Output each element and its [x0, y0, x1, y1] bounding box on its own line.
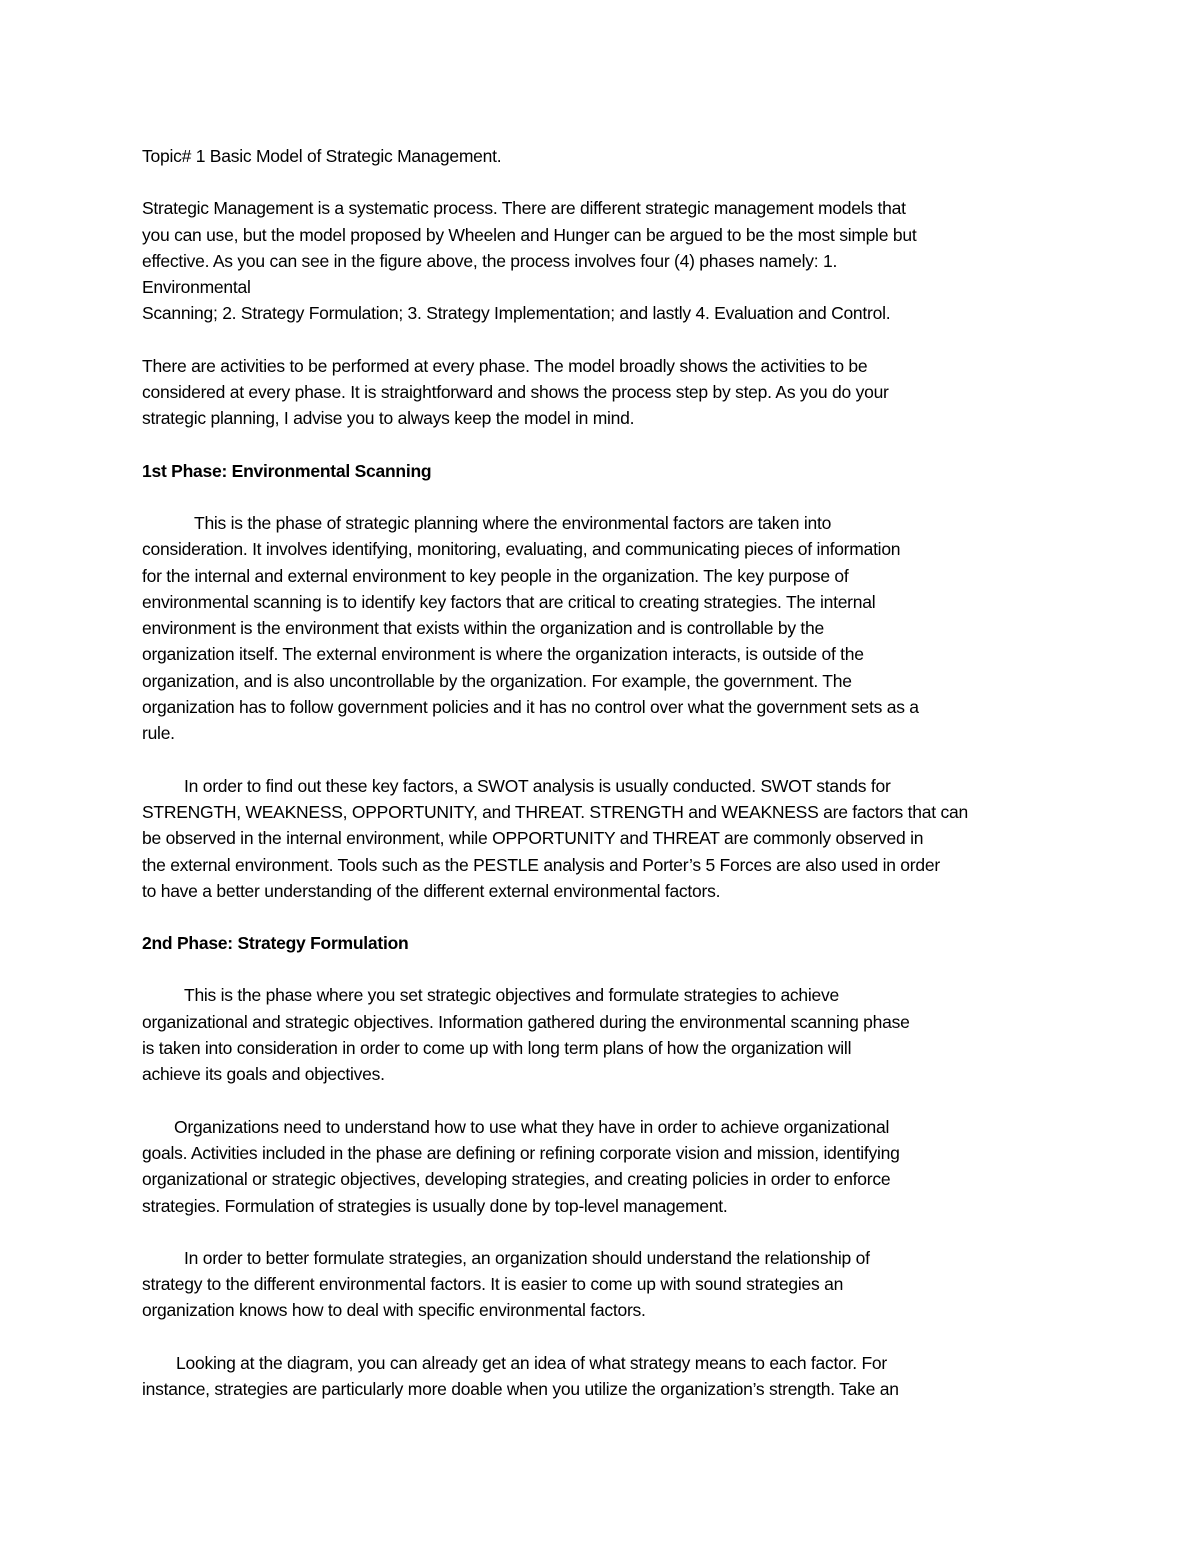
phase1-p2-line: In order to find out these key factors, a SWOT analysis is usually conducted. SWOT stands for	[184, 775, 891, 796]
phase1-p1-line: environmental scanning is to identify key factors that are critical to creating strategies. The internal	[142, 591, 876, 612]
phase2-p1-line: This is the phase where you set strategic objectives and formulate strategies to achieve	[184, 985, 840, 1006]
phase2-p2-line: organizational or strategic objectives, developing strategies, and creating policies in order to enforce	[142, 1169, 891, 1190]
activities-line: There are activities to be performed at every phase. The model broadly shows the activities to be	[142, 355, 868, 376]
phase2-p4-line: instance, strategies are particularly more doable when you utilize the organization’s strength. Take an	[142, 1378, 899, 1399]
phase1-p1-line: organization has to follow government policies and it has no control over what the government sets as a	[142, 697, 919, 718]
phase2-heading: 2nd Phase: Strategy Formulation	[142, 933, 409, 954]
phase2-paragraph-1	[142, 982, 1060, 1087]
phase1-p2-line: the external environment. Tools such as the PESTLE analysis and Porter’s 5 Forces are also used in order	[142, 854, 940, 875]
intro-line: Scanning; 2. Strategy Formulation; 3. Strategy Implementation; and lastly 4. Evaluation and Control.	[142, 303, 891, 324]
phase1-p2-line: STRENGTH, WEAKNESS, OPPORTUNITY, and THREAT. STRENGTH and WEAKNESS are factors that can	[142, 801, 968, 822]
phase2-p1-line: organizational and strategic objectives. Information gathered during the environmental scanning phase	[142, 1011, 910, 1032]
phase1-paragraph-2	[142, 773, 1060, 904]
phase2-paragraph-3	[142, 1245, 1060, 1324]
phase1-p1-line: consideration. It involves identifying, monitoring, evaluating, and communicating pieces of information	[142, 539, 901, 560]
intro-paragraph	[142, 195, 1060, 326]
document-title: Topic# 1 Basic Model of Strategic Management.	[142, 146, 502, 166]
intro-line: Strategic Management is a systematic process. There are different strategic management models that	[142, 198, 906, 219]
phase1-p1-line: organization itself. The external environment is where the organization interacts, is outside of the	[142, 644, 864, 665]
phase1-p1-line: organization, and is also uncontrollable by the organization. For example, the government. The	[142, 670, 852, 691]
intro-line: effective. As you can see in the figure above, the process involves four (4) phases namely: 1.	[142, 250, 838, 271]
phase1-p1-line: This is the phase of strategic planning where the environmental factors are taken into	[194, 512, 832, 533]
phase1-heading: 1st Phase: Environmental Scanning	[142, 460, 432, 481]
phase2-p3-line: In order to better formulate strategies, an organization should understand the relationship of	[184, 1247, 870, 1268]
phase2-p4-line: Looking at the diagram, you can already get an idea of what strategy means to each factor. For	[176, 1352, 887, 1373]
intro-line: you can use, but the model proposed by Wheelen and Hunger can be argued to be the most simple but	[142, 224, 917, 245]
phase1-p1-line: environment is the environment that exists within the organization and is controllable by the	[142, 618, 825, 639]
phase1-p2-line: to have a better understanding of the different external environmental factors.	[142, 880, 721, 901]
phase2-p1-line: achieve its goals and objectives.	[142, 1064, 385, 1085]
activities-line: considered at every phase. It is straightforward and shows the process step by step. As you do your	[142, 382, 889, 403]
phase2-p3-line: strategy to the different environmental factors. It is easier to come up with sound strategies an	[142, 1274, 844, 1295]
phase2-p2-line: Organizations need to understand how to use what they have in order to achieve organizational	[174, 1116, 890, 1137]
activities-paragraph	[142, 353, 1060, 432]
intro-line: Environmental	[142, 277, 251, 298]
phase2-p1-line: is taken into consideration in order to come up with long term plans of how the organization will	[142, 1038, 852, 1059]
phase2-p2-line: goals. Activities included in the phase are defining or refining corporate vision and mission, identifying	[142, 1142, 900, 1163]
phase1-p2-line: be observed in the internal environment, while OPPORTUNITY and THREAT are commonly observed in	[142, 828, 924, 849]
phase1-p1-line: rule.	[142, 723, 175, 744]
phase1-p1-line: for the internal and external environment to key people in the organization. The key purpose of	[142, 565, 849, 586]
phase2-paragraph-4	[142, 1350, 1060, 1403]
phase2-paragraph-2	[142, 1114, 1060, 1219]
activities-line: strategic planning, I advise you to always keep the model in mind.	[142, 408, 635, 429]
phase1-paragraph-1	[142, 510, 1060, 747]
phase2-p2-line: strategies. Formulation of strategies is usually done by top-level management.	[142, 1195, 728, 1216]
phase2-p3-line: organization knows how to deal with specific environmental factors.	[142, 1300, 646, 1321]
document-body	[142, 143, 1060, 1428]
